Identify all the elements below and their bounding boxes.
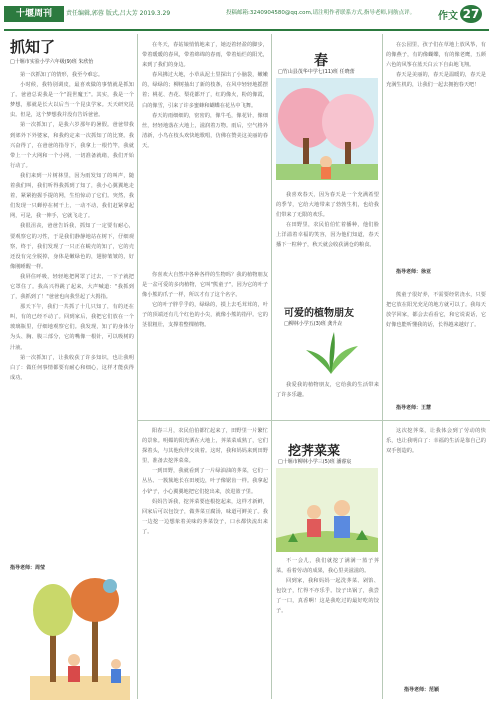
submission-info: 投稿邮箱:3240904580@qq.com,请注明作者联系方式,指导老师,同舫点评。 [226, 10, 416, 16]
paragraph: 我很沮丧，爸爸告诉我，抓知了一定要有耐心，要观察它的习性，于是我们静静地站在树下，仔细观察，终于，我们发现了一只正在蜕壳的知了，它的壳还没有完全脱掉，身体是嫩绿色的，翅膀皱皱的，好像刚睡醒一样。 [10, 223, 134, 270]
article-body [10, 70, 134, 563]
article-body [276, 190, 379, 258]
editor-info: 责任编辑,郭蓉 版式,吕大芳 2019.3.29 [66, 10, 171, 17]
paragraph: 我屏住呼吸，轻轻地把网罩了过去，一下子就把它罩住了。我高兴得跳了起来，大声喊道："我抓到了，我抓到了！"爸爸也向我竖起了大拇指。 [10, 273, 134, 301]
paragraph: 春天的雨细细的，密密的，像牛毛，像花针，像细丝，轻轻地落在大地上，滋润着万物。雨后，空气格外清新，小鸟在枝头欢快地歌唱，仿佛在赞美这美丽的春天。 [142, 112, 268, 149]
paragraph: 回到家，我和妈妈一起洗荠菜、剁馅、包饺子，忙得不亦乐乎。饺子出锅了，我尝了一口，真香啊！这是我吃过的最好吃的饺子。 [276, 578, 379, 615]
paragraph: 在冬天，春姑娘悄悄地来了，她迈着轻盈的脚步，带着暖暖的春风，带着绵绵的春雨，带着灿烂的阳光，来到了我们的身边。 [142, 42, 268, 69]
article-body [142, 40, 268, 254]
paragraph: 你喜欢大自然中各种各样的生物吗？我的植物朋友是一盆可爱的多肉植物，它叫"熊童子"，因为它的叶子像小熊的爪子一样，所以才有了这个名字。 [142, 272, 268, 299]
newspaper-brand: 十堰周刊 [4, 6, 64, 22]
paragraph: 它的叶子胖乎乎的，绿绿的，摸上去毛茸茸的，叶子的顶端还有几个红色的小尖，就像小熊的指甲。它的茎很粗壮，支撑着整棵植物。 [142, 302, 268, 329]
article-author: □十堰市柳林小学三(5)班 潘睿宸 [278, 459, 352, 465]
paragraph: 这次挖荠菜，让我体会到了劳动的快乐，也让我明白了：幸福的生活是靠自己的双手创造的。 [386, 428, 486, 455]
header-rule [4, 29, 489, 31]
paragraph: 我喜欢春天，因为春天是一个充满希望的季节，它给大地带来了勃勃生机，也给我们带来了无限的欢乐。 [276, 192, 379, 219]
paragraph: 熊童子很好养，不需要经常浇水，只要把它放在阳光充足的地方就可以了。我每天放学回家，都会去看看它，和它说说话，它好像也能听懂我的话，长得越来越好了。 [386, 292, 486, 329]
paragraph: 第一次抓知了，让我收获了许多知识，也让我明白了：做任何事情都要有耐心和细心，这样才能获得成功。 [10, 354, 134, 381]
paragraph: 第一次抓知了，是我六岁那年的暑假。爸爸带我到郊外下外婆家，和我约定来一次抓知了的比赛。我兴奋得了，在爸爸的指导下，我拿上一根竹竿，我就带上一个大网和一个小网，一切准备就绪，我们开始行动了。 [10, 122, 134, 169]
section-divider [138, 420, 490, 421]
paragraph: 春天是美丽的，春天是温暖的，春天是充满生机的，让我们一起去拥抱春天吧！ [386, 72, 486, 89]
teacher-credit: 指导老师：周莹 [10, 565, 46, 571]
section-title: 作文 [438, 11, 458, 22]
article-author: □柳林小学五(3)班 龚升垚 [284, 321, 343, 327]
children-tree-illustration [30, 576, 130, 700]
digging-illustration [276, 468, 378, 552]
article-body [386, 290, 486, 400]
article-body [142, 426, 268, 698]
column-divider [137, 34, 138, 699]
paragraph: 在田野里，农民伯伯忙着播种，他们脸上洋溢着幸福的笑容，因为他们知道，春天播下一粒种子，秋天就会收获满仓的粮食。 [276, 222, 379, 249]
article-title: 可爱的植物朋友 [284, 308, 354, 319]
plant-illustration [298, 330, 364, 374]
paragraph: 妈妈告诉我，挖荠菜要连根挖起来，这样才新鲜，回家后可以包饺子，做荠菜豆腐汤，味道可鲜美了。我一边挖一边想象着美味的荠菜饺子，口水都快流出来了。 [142, 498, 268, 535]
article-body [142, 270, 268, 416]
teacher-credit: 指导老师：范颖 [404, 687, 440, 693]
paragraph: 我爱我的植物朋友，它给我的生活带来了许多乐趣。 [276, 382, 379, 399]
article-body [386, 426, 486, 680]
column-divider [382, 34, 383, 699]
paragraph: 不一会儿，我们就挖了满满一篮子荠菜。看着劳动的成果，我心里美滋滋的。 [276, 558, 379, 575]
paragraph: 在公园里，孩子们在草地上放风筝，有的像燕子，有的像蝴蝶，有的像老鹰，五颜六色的风筝在蓝天白云下自由地飞翔。 [386, 42, 486, 69]
page-header [0, 0, 493, 30]
article-author: □十堰市实验小学六年级(9)班 朱欣怡 [10, 59, 94, 65]
paragraph: 春风拂过大地，小草从泥土里探出了小脑袋，嫩嫩的，绿绿的；柳树抽出了新的枝条，在风中轻轻地摇摆着；桃花、杏花、梨花都开了，红的像火，粉的像霞，白的像雪，引来了许多蜜蜂和蝴蝶在花丛中飞舞。 [142, 72, 268, 109]
page-number: 27 [460, 5, 482, 23]
article-title: 挖荠菜菜 [288, 444, 341, 459]
article-body [276, 380, 379, 416]
article-title: 春 [314, 53, 328, 69]
paragraph: 一到田野，我就看到了一片绿油油的荠菜，它们一丛丛、一簇簇地长在田埂边，叶子像锯齿一样。我拿起小铲子，小心翼翼地把它们挖出来，放进篮子里。 [142, 468, 268, 495]
paragraph: 我们来到一片树林里，因为雨发知了的叫声，随着我们叫，我们听得我抓到了知了，我小心翼翼地走着，紧紧抱握手提的网，生怕惊动了它们。突然，我们发现一只蝉停在树干上，一动不动，我们赶紧拿起网，可是，我一伸手，它就飞走了。 [10, 172, 134, 220]
teacher-credit: 指导老师：王慧 [396, 405, 432, 411]
spring-illustration [276, 78, 378, 180]
article-body [386, 40, 486, 264]
paragraph: 第一次抓知了的情形，我至今难忘。 [20, 72, 104, 78]
paragraph: 那天下午，我们一共抓了十几只知了，有的还在叫，有的已经不动了。回到家后，我把它们放在一个玻璃瓶里，仔细地观察它们。我发现，知了的身体分为头、胸、腹三部分，它的嘴像一根针，可以吸树的汁液。 [10, 304, 134, 351]
teacher-credit: 指导老师：徐亚 [396, 269, 432, 275]
column-divider [271, 34, 272, 699]
paragraph: 阳春三月，农民伯伯都忙起来了，田野里一片繁忙的景象。明媚的阳光洒在大地上，荠菜菜成熟了，它们探着头，与其他伙伴交谈着。这时，我和妈妈来到田野里，准备去挖荠菜菜。 [142, 428, 268, 465]
paragraph: 小时候，我特别调皮，最喜欢做的事情就是抓知了。爸爸总说我是一个"混世魔王"。其实，我是一个梦想，那就是长大以后当一个昆虫学家。天天研究昆虫。但是，这个梦想我并没有告诉爸爸。 [10, 82, 134, 119]
article-body [276, 556, 379, 698]
article-author: □竹山县茂华中学七(11)班 任晓蕾 [278, 69, 355, 75]
article-title: 抓知了 [10, 38, 56, 56]
